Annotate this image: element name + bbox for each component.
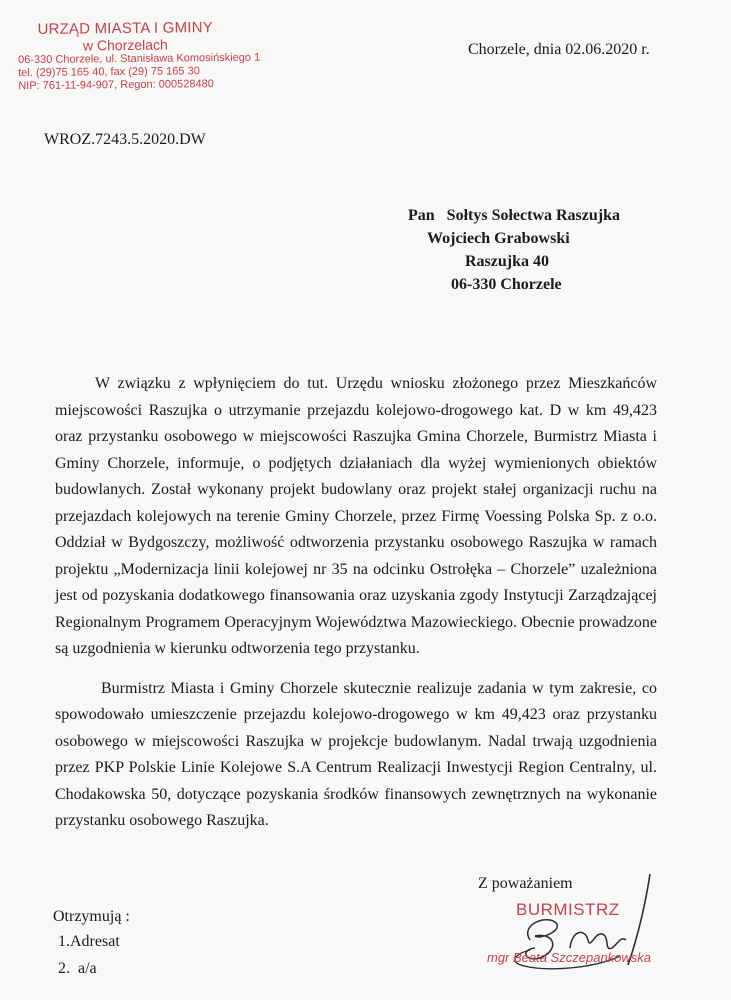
letter-date: Chorzele, dnia 02.06.2020 r. <box>468 41 650 58</box>
stamp-address: 06-330 Chorzele, ul. Stanisława Komosińskiego 1 <box>17 51 261 67</box>
recipient-postcode-city: 06-330 Chorzele <box>451 276 562 293</box>
letter-body <box>55 371 657 848</box>
recipient-street: Raszujka 40 <box>465 253 550 270</box>
stamp-phone-fax: tel. (29)75 165 40, fax (29) 75 165 30 <box>18 65 200 80</box>
stamp-office-town: w Chorzelach <box>82 36 168 54</box>
closing-regards: Z poważaniem <box>478 875 573 892</box>
recipient-name: Wojciech Grabowski <box>427 230 570 247</box>
office-stamp <box>17 19 261 93</box>
recipients-item-2: 2. a/a <box>58 960 97 977</box>
paragraph-2: Burmistrz Miasta i Gminy Chorzele skutecznie realizuje zadania w tym zakresie, co spowodowało umieszczenie przejazdu kolejowo-drogowego w km 49,423 oraz przystanku osobowego w miejscowości Raszujka w projekcje budowlanym. Nadal trwają uzgodnienia przez PKP Polskie Linie Kolejowe S.A Centrum Realizacji Inwestycji Region Centralny, ul. Chodakowska 50, dotyczące pozyskania środków finansowych zewnętrznych na wykonanie przystanku osobowego Raszujka. <box>55 679 657 829</box>
recipients-heading: Otrzymują : <box>53 908 130 925</box>
recipient-title: Pan Sołtys Sołectwa Raszujka <box>408 207 621 224</box>
recipients-item-1: 1.Adresat <box>58 933 120 950</box>
burmistrz-stamp: BURMISTRZ <box>516 900 620 919</box>
paragraph-1: W związku z wpłynięciem do tut. Urzędu wniosku złożonego przez Mieszkańców miejscowości Raszujka o utrzymanie przejazdu kolejowo-drogowego kat. D w km 49,423 oraz przystanku osobowego w miejscowości Raszujka Gmina Chorzele, Burmistrz Miasta i Gminy Chorzele, informuje, o podjętych działaniach dla wyżej wymienionych obiektów budowlanych. Został wykonany projekt budowlany oraz projekt stałej organizacji ruchu na przejazdach kolejowych na terenie Gminy Chorzele, przez Firmę Voessing Polska Sp. z o.o. Oddział w Bydgoszczy, możliwość odtworzenia przystanku osobowego Raszujka w ramach projektu „Modernizacja linii kolejowej nr 35 na odcinku Ostrołęka – Chorzele” uzależniona jest od pozyskania dodatkowego finansowania oraz uzyskania zgody Instytucji Zarządzającej Regionalnym Programem Operacyjnym Województwa Mazowieckiego. Obecnie prowadzone są uzgodnienia w kierunku odtworzenia tego przystanku. <box>55 375 657 657</box>
stamp-office-name: URZĄD MIASTA I GMINY <box>37 19 214 38</box>
stamp-nip-regon: NIP: 761-11-94-907, Regon: 000528480 <box>18 77 214 92</box>
name-stamp: mgr Beata Szczepankowska <box>487 950 652 965</box>
reference-number: WROZ.7243.5.2020.DW <box>44 131 206 148</box>
